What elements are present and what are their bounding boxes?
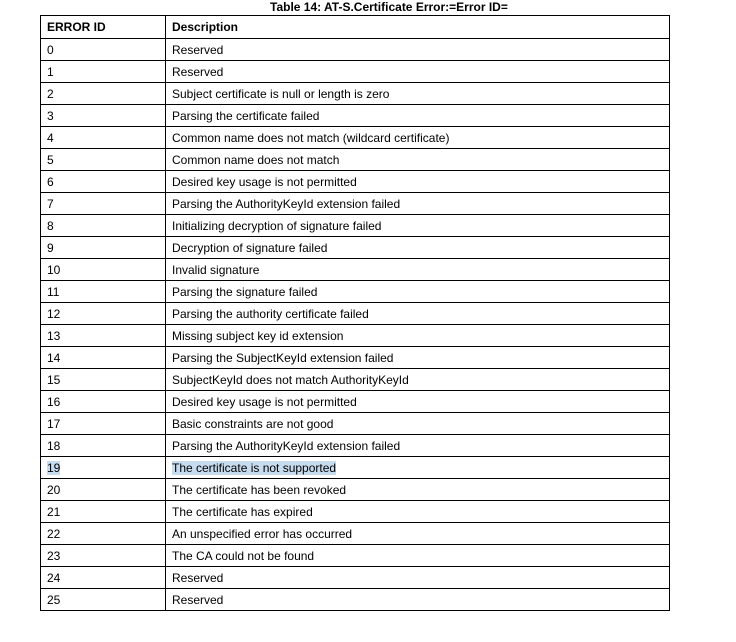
description-cell[interactable]	[166, 303, 670, 325]
selected-error-id-text: 19	[47, 460, 61, 475]
description-text: Subject certificate is null or length is zero	[172, 86, 390, 101]
error-id-cell[interactable]	[41, 589, 166, 611]
error-id-cell[interactable]	[41, 215, 166, 237]
description-text: Reserved	[172, 42, 224, 57]
error-id-cell[interactable]	[41, 281, 166, 303]
error-id-text: 1	[47, 64, 54, 79]
table-row	[41, 39, 670, 61]
table-row	[41, 281, 670, 303]
table-row	[41, 237, 670, 259]
description-cell[interactable]	[166, 149, 670, 171]
table-row	[41, 501, 670, 523]
table-row	[41, 105, 670, 127]
description-text: Desired key usage is not permitted	[172, 174, 357, 189]
description-text: Parsing the authority certificate failed	[172, 306, 369, 321]
error-id-text: 5	[47, 152, 54, 167]
description-text: Basic constraints are not good	[172, 416, 334, 431]
description-cell[interactable]	[166, 457, 670, 479]
error-id-text: 12	[47, 306, 61, 321]
description-text: Parsing the SubjectKeyId extension failed	[172, 350, 394, 365]
table-row	[41, 259, 670, 281]
error-id-text: 13	[47, 328, 61, 343]
header-error-id: ERROR ID	[41, 16, 166, 39]
error-id-cell[interactable]	[41, 347, 166, 369]
header-description: Description	[166, 16, 670, 39]
table-row	[41, 347, 670, 369]
description-cell[interactable]	[166, 589, 670, 611]
error-id-text: 15	[47, 372, 61, 387]
error-id-cell[interactable]	[41, 171, 166, 193]
description-cell[interactable]	[166, 83, 670, 105]
table-row	[41, 303, 670, 325]
description-text: Parsing the AuthorityKeyId extension failed	[172, 438, 401, 453]
table-row	[41, 435, 670, 457]
error-id-text: 10	[47, 262, 61, 277]
error-id-cell[interactable]	[41, 39, 166, 61]
error-id-text: 20	[47, 482, 61, 497]
description-cell[interactable]	[166, 259, 670, 281]
table-row	[41, 325, 670, 347]
error-id-cell[interactable]	[41, 193, 166, 215]
error-id-text: 8	[47, 218, 54, 233]
description-text: Parsing the AuthorityKeyId extension failed	[172, 196, 401, 211]
error-id-text: 0	[47, 42, 54, 57]
description-text: An unspecified error has occurred	[172, 526, 353, 541]
description-text: SubjectKeyId does not match AuthorityKeyId	[172, 372, 409, 387]
description-cell[interactable]	[166, 413, 670, 435]
error-id-text: 23	[47, 548, 61, 563]
error-id-cell[interactable]	[41, 413, 166, 435]
error-id-text: 6	[47, 174, 54, 189]
description-cell[interactable]	[166, 479, 670, 501]
error-id-table	[40, 15, 670, 611]
table-row	[41, 523, 670, 545]
error-id-text: 7	[47, 196, 54, 211]
error-id-cell[interactable]	[41, 259, 166, 281]
table-body	[41, 39, 670, 611]
description-text: Desired key usage is not permitted	[172, 394, 357, 409]
error-id-text: 24	[47, 570, 61, 585]
table-row	[41, 545, 670, 567]
description-cell[interactable]	[166, 171, 670, 193]
table-row	[41, 413, 670, 435]
table-row	[41, 171, 670, 193]
table-header-row	[41, 16, 670, 39]
error-id-cell[interactable]	[41, 61, 166, 83]
description-cell[interactable]	[166, 567, 670, 589]
table-row	[41, 61, 670, 83]
description-cell[interactable]	[166, 347, 670, 369]
table-row	[41, 589, 670, 611]
error-id-cell[interactable]	[41, 237, 166, 259]
description-text: Decryption of signature failed	[172, 240, 328, 255]
error-id-cell[interactable]	[41, 457, 166, 479]
table-row	[41, 215, 670, 237]
description-text: Reserved	[172, 570, 224, 585]
description-text: The CA could not be found	[172, 548, 315, 563]
error-id-cell[interactable]	[41, 479, 166, 501]
description-cell[interactable]	[166, 435, 670, 457]
error-id-text: 2	[47, 86, 54, 101]
description-text: Common name does not match	[172, 152, 340, 167]
description-text: Reserved	[172, 64, 224, 79]
description-cell[interactable]	[166, 193, 670, 215]
error-id-text: 17	[47, 416, 61, 431]
error-id-cell[interactable]	[41, 325, 166, 347]
table-row	[41, 149, 670, 171]
table-row	[41, 479, 670, 501]
description-cell[interactable]	[166, 545, 670, 567]
description-text: Parsing the signature failed	[172, 284, 318, 299]
error-id-text: 14	[47, 350, 61, 365]
description-text: Reserved	[172, 592, 224, 607]
table-caption: Table 14: AT-S.Certificate Error:=Error ID=	[270, 0, 508, 14]
error-id-text: 18	[47, 438, 61, 453]
error-id-text: 25	[47, 592, 61, 607]
description-cell[interactable]	[166, 105, 670, 127]
error-id-cell[interactable]	[41, 127, 166, 149]
error-id-text: 22	[47, 526, 61, 541]
error-id-cell[interactable]	[41, 83, 166, 105]
description-cell[interactable]	[166, 215, 670, 237]
error-id-cell[interactable]	[41, 369, 166, 391]
description-cell[interactable]	[166, 369, 670, 391]
error-id-text: 11	[47, 284, 60, 299]
description-cell[interactable]	[166, 325, 670, 347]
error-id-text: 21	[47, 504, 61, 519]
table-row	[41, 369, 670, 391]
table-row	[41, 457, 670, 479]
description-cell[interactable]	[166, 281, 670, 303]
error-id-cell[interactable]	[41, 567, 166, 589]
description-text: The certificate has expired	[172, 504, 313, 519]
selected-description-text: The certificate is not supported	[172, 460, 337, 475]
error-id-cell[interactable]	[41, 501, 166, 523]
error-id-cell[interactable]	[41, 545, 166, 567]
description-text: Invalid signature	[172, 262, 260, 277]
table-row	[41, 193, 670, 215]
error-id-cell[interactable]	[41, 303, 166, 325]
description-text: The certificate has been revoked	[172, 482, 347, 497]
table-row	[41, 567, 670, 589]
error-id-cell[interactable]	[41, 391, 166, 413]
description-cell[interactable]	[166, 237, 670, 259]
description-text: Parsing the certificate failed	[172, 108, 320, 123]
error-id-text: 9	[47, 240, 54, 255]
description-cell[interactable]	[166, 523, 670, 545]
table-row	[41, 127, 670, 149]
table-row	[41, 391, 670, 413]
error-id-cell[interactable]	[41, 105, 166, 127]
error-id-cell[interactable]	[41, 149, 166, 171]
description-cell[interactable]	[166, 61, 670, 83]
description-cell[interactable]	[166, 127, 670, 149]
description-cell[interactable]	[166, 501, 670, 523]
description-text: Initializing decryption of signature failed	[172, 218, 382, 233]
error-id-text: 16	[47, 394, 61, 409]
error-id-text: 3	[47, 108, 54, 123]
table-row	[41, 83, 670, 105]
error-id-text: 4	[47, 130, 54, 145]
description-text: Common name does not match (wildcard certificate)	[172, 130, 450, 145]
description-text: Missing subject key id extension	[172, 328, 344, 343]
description-cell[interactable]	[166, 391, 670, 413]
error-id-cell[interactable]	[41, 435, 166, 457]
description-cell[interactable]	[166, 39, 670, 61]
error-id-cell[interactable]	[41, 523, 166, 545]
